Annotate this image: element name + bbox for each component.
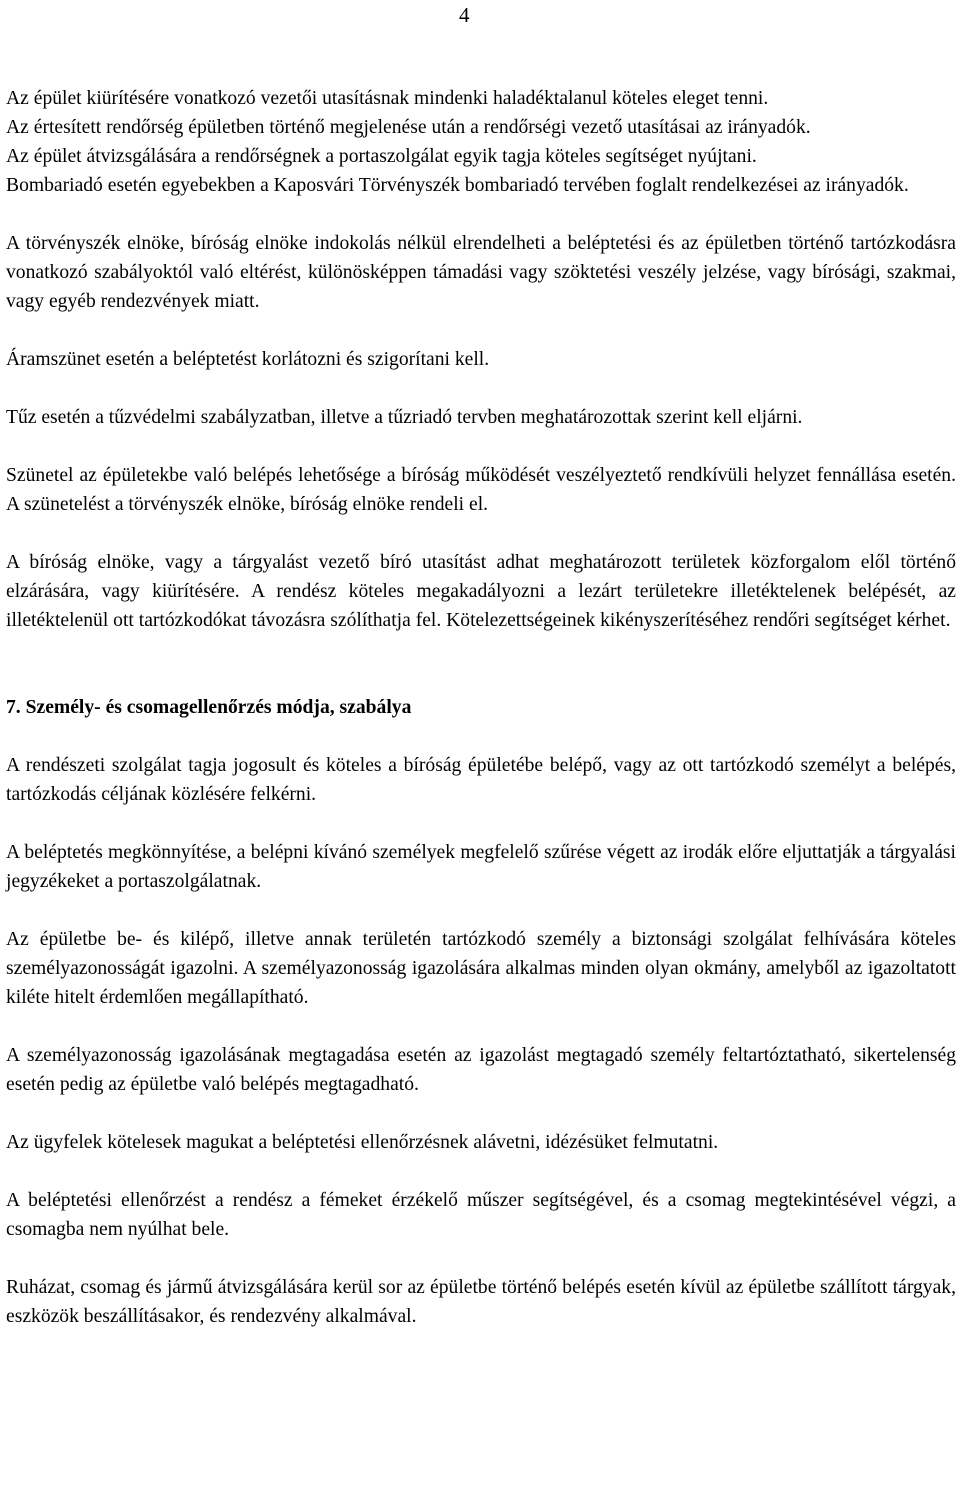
intro-block <box>6 84 956 200</box>
body-paragraph: Áramszünet esetén a beléptetést korlátozni és szigorítani kell. <box>6 349 490 370</box>
body-paragraph: A beléptetési ellenőrzést a rendész a fémeket érzékelő műszer segítségével, és a csomag megtekintésével végzi, a csomagba nem nyúlhat bele. <box>6 1190 956 1240</box>
body-paragraph: Tűz esetén a tűzvédelmi szabályzatban, illetve a tűzriadó tervben meghatározottak szerint kell eljárni. <box>6 407 803 428</box>
body-paragraph: A beléptetés megkönnyítése, a belépni kívánó személyek megfelelő szűrése végett az irodák előre eljuttatják a tárgyalási jegyzékeket a portaszolgálatnak. <box>6 842 956 892</box>
intro-paragraph: Az értesített rendőrség épületben történő megjelenése után a rendőrségi vezető utasításai az irányadók. <box>6 117 811 138</box>
body-paragraph: Az épületbe be- és kilépő, illetve annak területén tartózkodó személy a biztonsági szolgálat felhívására köteles személyazonosságát igazolni. A személyazonosság igazolására alkalmas minden olyan okmány, amelyből az igazoltatott kiléte hitelt érdemlően megállapítható. <box>6 929 956 1008</box>
body-paragraph: Szünetel az épületekbe való belépés lehetősége a bíróság működését veszélyeztető rendkívüli helyzet fennállása esetén. A szünetelést a törvényszék elnöke, bíróság elnöke rendeli el. <box>6 465 956 515</box>
body-paragraph: Ruházat, csomag és jármű átvizsgálására kerül sor az épületbe történő belépés esetén kívül az épületbe szállított tárgyak, eszközök beszállításakor, és rendezvény alkalmával. <box>6 1277 956 1327</box>
document-body <box>6 84 956 1331</box>
page-number: 4 <box>459 3 470 27</box>
intro-paragraph: Bombariadó esetén egyebekben a Kaposvári Törvényszék bombariadó tervében foglalt rendelkezései az irányadók. <box>6 175 909 196</box>
section-heading: 7. Személy- és csomagellenőrzés módja, szabálya <box>6 697 412 718</box>
body-paragraph: A bíróság elnöke, vagy a tárgyalást vezető bíró utasítást adhat meghatározott területek közforgalom elől történő elzárására, vagy kiürítésére. A rendész köteles megakadályozni a lezárt területekre illetéktelenek belépését, az illetéktelenül ott tartózkodókat távozásra szólíthatja fel. Kötelezettségeinek kikényszerítéséhez rendőri segítséget kérhet. <box>6 552 956 631</box>
intro-paragraph: Az épület kiürítésére vonatkozó vezetői utasításnak mindenki haladéktalanul köteles eleget tenni. <box>6 88 769 109</box>
intro-paragraph: Az épület átvizsgálására a rendőrségnek a portaszolgálat egyik tagja köteles segítséget nyújtani. <box>6 146 757 167</box>
body-paragraph: A személyazonosság igazolásának megtagadása esetén az igazolást megtagadó személy feltartóztatható, sikertelenség esetén pedig az épületbe való belépés megtagadható. <box>6 1045 956 1095</box>
body-paragraph: A rendészeti szolgálat tagja jogosult és köteles a bíróság épületébe belépő, vagy az ott tartózkodó személyt a belépés, tartózkodás céljának közlésére felkérni. <box>6 755 956 805</box>
body-paragraph: A törvényszék elnöke, bíróság elnöke indokolás nélkül elrendelheti a beléptetési és az épületben történő tartózkodásra vonatkozó szabályoktól való eltérést, különösképpen támadási vagy szöktetési veszély jelzése, vagy bírósági, szakmai, vagy egyéb rendezvények miatt. <box>6 233 956 312</box>
body-paragraph: Az ügyfelek kötelesek magukat a beléptetési ellenőrzésnek alávetni, idézésüket felmutatni. <box>6 1132 719 1153</box>
